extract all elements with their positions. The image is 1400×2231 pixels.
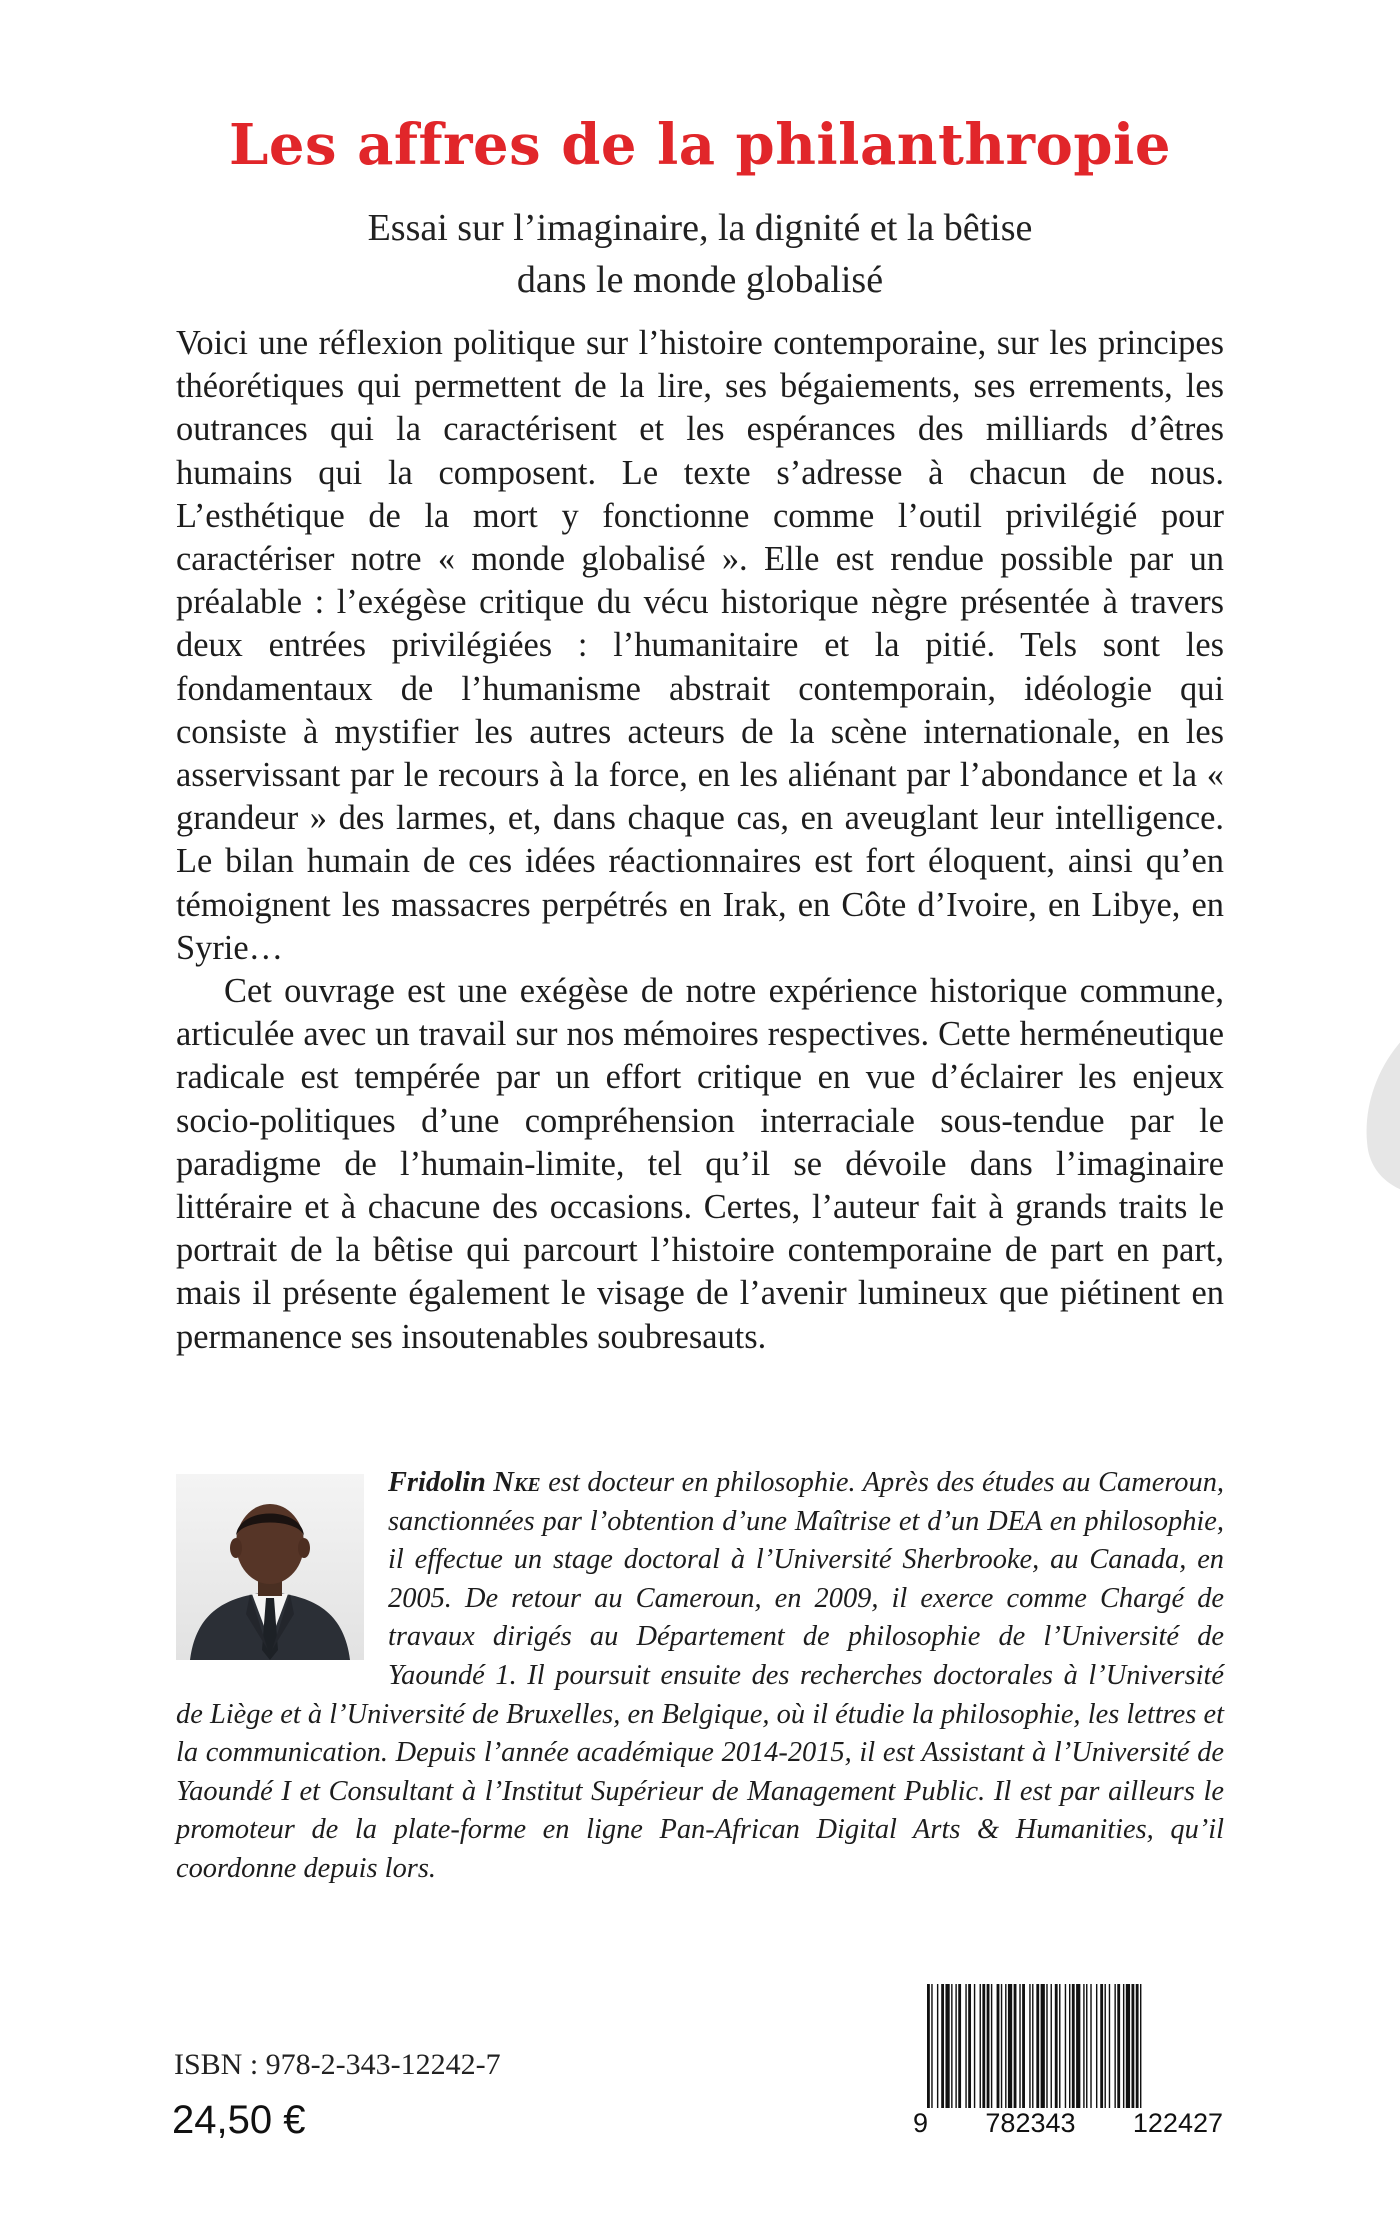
barcode-bar xyxy=(997,1984,1000,2110)
blurb-paragraph-2: Cet ouvrage est une exégèse de notre expérience historique commune, articulée avec un travail sur nos mémoires respectives. Cette herméneutique radicale est tempérée par un effort critique en vue d’éclairer les enjeux socio-politiques d’une compréhension interraciale sous-tendue par le paradigme de l’humain-limite, tel qu’il se dévoile dans l’imaginaire littéraire et à chacune des occasions. Certes, l’auteur fait à grands traits le portrait de la bêtise qui parcourt l’histoire contemporaine de part en part, mais il présente également le visage de l’avenir lumineux que piétinent en permanence ses insoutenables soubresauts. xyxy=(176,972,1224,1356)
subtitle-line-1: Essai sur l’imaginaire, la dignité et la bêtise xyxy=(367,207,1033,249)
barcode-bar xyxy=(1083,1984,1084,2110)
barcode-bar xyxy=(1029,1984,1030,2110)
barcode-bar xyxy=(1100,1984,1103,2110)
barcode-bar xyxy=(1072,1984,1075,2110)
barcode-bar xyxy=(991,1984,992,2110)
author-bio xyxy=(176,1464,1224,1889)
barcode-bar xyxy=(1041,1984,1045,2110)
barcode-bar xyxy=(1086,1984,1087,2110)
barcode-bar xyxy=(1059,1984,1060,2110)
barcode-bar xyxy=(1008,1984,1012,2110)
barcode-bar xyxy=(951,1984,952,2110)
decorative-side-shape xyxy=(1290,1000,1400,1200)
barcode-bar xyxy=(974,1984,975,2110)
barcode-bar xyxy=(1123,1984,1124,2110)
barcode-bar xyxy=(1022,1984,1025,2110)
author-name: Fridolin Nke xyxy=(388,1467,541,1498)
blurb-paragraph-1: Voici une réflexion politique sur l’histoire contemporaine, sur les principes théorétiques qui permettent de la lire, ses bégaiements, ses errements, les outrances qui la caractérisent et les espérances des milliards d’êtres humains qui la composent. Le texte s’adresse à chacun de nous. L’esthétique de la mort y fonctionne comme l’outil privilégié pour caractériser notre « monde globalisé ». Elle est rendue possible par un préalable : l’exégèse critique du vécu historique nègre présentée à travers deux entrées privilégiées : l’humanitaire et la pitié. Tels sont les fondamentaux de l’humanisme abstrait contemporain, idéologie qui consiste à mystifier les autres acteurs de la scène internationale, en les asservissant par le recours à la force, en les aliénant par l’abondance et la « grandeur » des larmes, et, dans chaque cas, en aveuglant leur intelligence. Le bilan humain de ces idées réactionnaires est fort éloquent, ainsi qu’en témoignent les massacres perpétrés en Irak, en Côte d’Ivoire, en Libye, en Syrie… xyxy=(176,324,1224,967)
barcode-bar xyxy=(987,1984,990,2110)
barcode xyxy=(913,1980,1223,2145)
barcode-bar xyxy=(1065,1984,1066,2110)
barcode-bar xyxy=(1055,1984,1058,2110)
author-bio-text: est docteur en philosophie. Après des études au Cameroun, sanctionnées par l’obtention d’une Maîtrise et d’un DEA en philosophie, il effectue un stage doctoral à l’Université Sherbrooke, au Canada, en 2005. De retour au Cameroun, en 2009, il exerce comme Chargé de travaux dirigés au Département de philosophie de l’Université de Yaoundé 1. Il poursuit ensuite des recherches doctorales à l’Université de Liège et à l’Université de Bruxelles, en Belgique, où il étudie la philosophie, les lettres et la communication. Depuis l’année académique 2014-2015, il est Assistant à l’Université de Yaoundé I et Consultant à l’Institut Supérieur de Management Public. Il est par ailleurs le promoteur de la plate-forme en ligne Pan-African Digital Arts & Humanities, qu’il coordonne depuis lors. xyxy=(176,1467,1224,1884)
blurb xyxy=(176,322,1224,1359)
barcode-bar xyxy=(1090,1984,1091,2110)
barcode-bar xyxy=(1096,1984,1097,2110)
barcode-bar xyxy=(1105,1984,1106,2110)
barcode-group-2: 122427 xyxy=(1132,2108,1223,2138)
book-title: Les affres de la philanthropie xyxy=(229,112,1171,178)
barcode-bar xyxy=(937,1984,938,2110)
barcode-bar xyxy=(1005,1984,1006,2110)
barcode-bar xyxy=(982,1984,985,2110)
barcode-bar xyxy=(1051,1984,1052,2110)
barcode-bar xyxy=(965,1984,966,2110)
barcode-digits xyxy=(913,2108,1223,2139)
barcode-bar xyxy=(1131,1984,1134,2110)
price: 24,50 € xyxy=(172,2098,306,2142)
barcode-bar xyxy=(1117,1984,1120,2110)
barcode-bar xyxy=(1109,1984,1110,2110)
book-subtitle xyxy=(0,202,1400,306)
barcode-bar xyxy=(1136,1984,1139,2110)
barcode-bar xyxy=(1126,1984,1130,2110)
barcode-bar xyxy=(958,1984,961,2110)
barcode-group-1: 782343 xyxy=(985,2108,1076,2138)
barcode-bar xyxy=(1076,1984,1080,2110)
barcode-bar xyxy=(1001,1984,1002,2110)
barcode-bar xyxy=(968,1984,971,2110)
barcode-bar xyxy=(1114,1984,1115,2110)
barcode-bar xyxy=(955,1984,956,2110)
subtitle-line-2: dans le monde globalisé xyxy=(516,259,884,301)
barcode-bar xyxy=(941,1984,944,2110)
barcode-bar xyxy=(945,1984,949,2110)
barcode-lead-digit: 9 xyxy=(913,2108,929,2138)
author-photo xyxy=(176,1474,364,1660)
barcode-bar xyxy=(1069,1984,1070,2110)
barcode-bar xyxy=(1014,1984,1017,2110)
isbn: ISBN : 978-2-343-12242-7 xyxy=(174,2048,501,2081)
barcode-bar xyxy=(1019,1984,1020,2110)
barcode-bar xyxy=(1046,1984,1047,2110)
barcode-bar xyxy=(980,1984,981,2110)
